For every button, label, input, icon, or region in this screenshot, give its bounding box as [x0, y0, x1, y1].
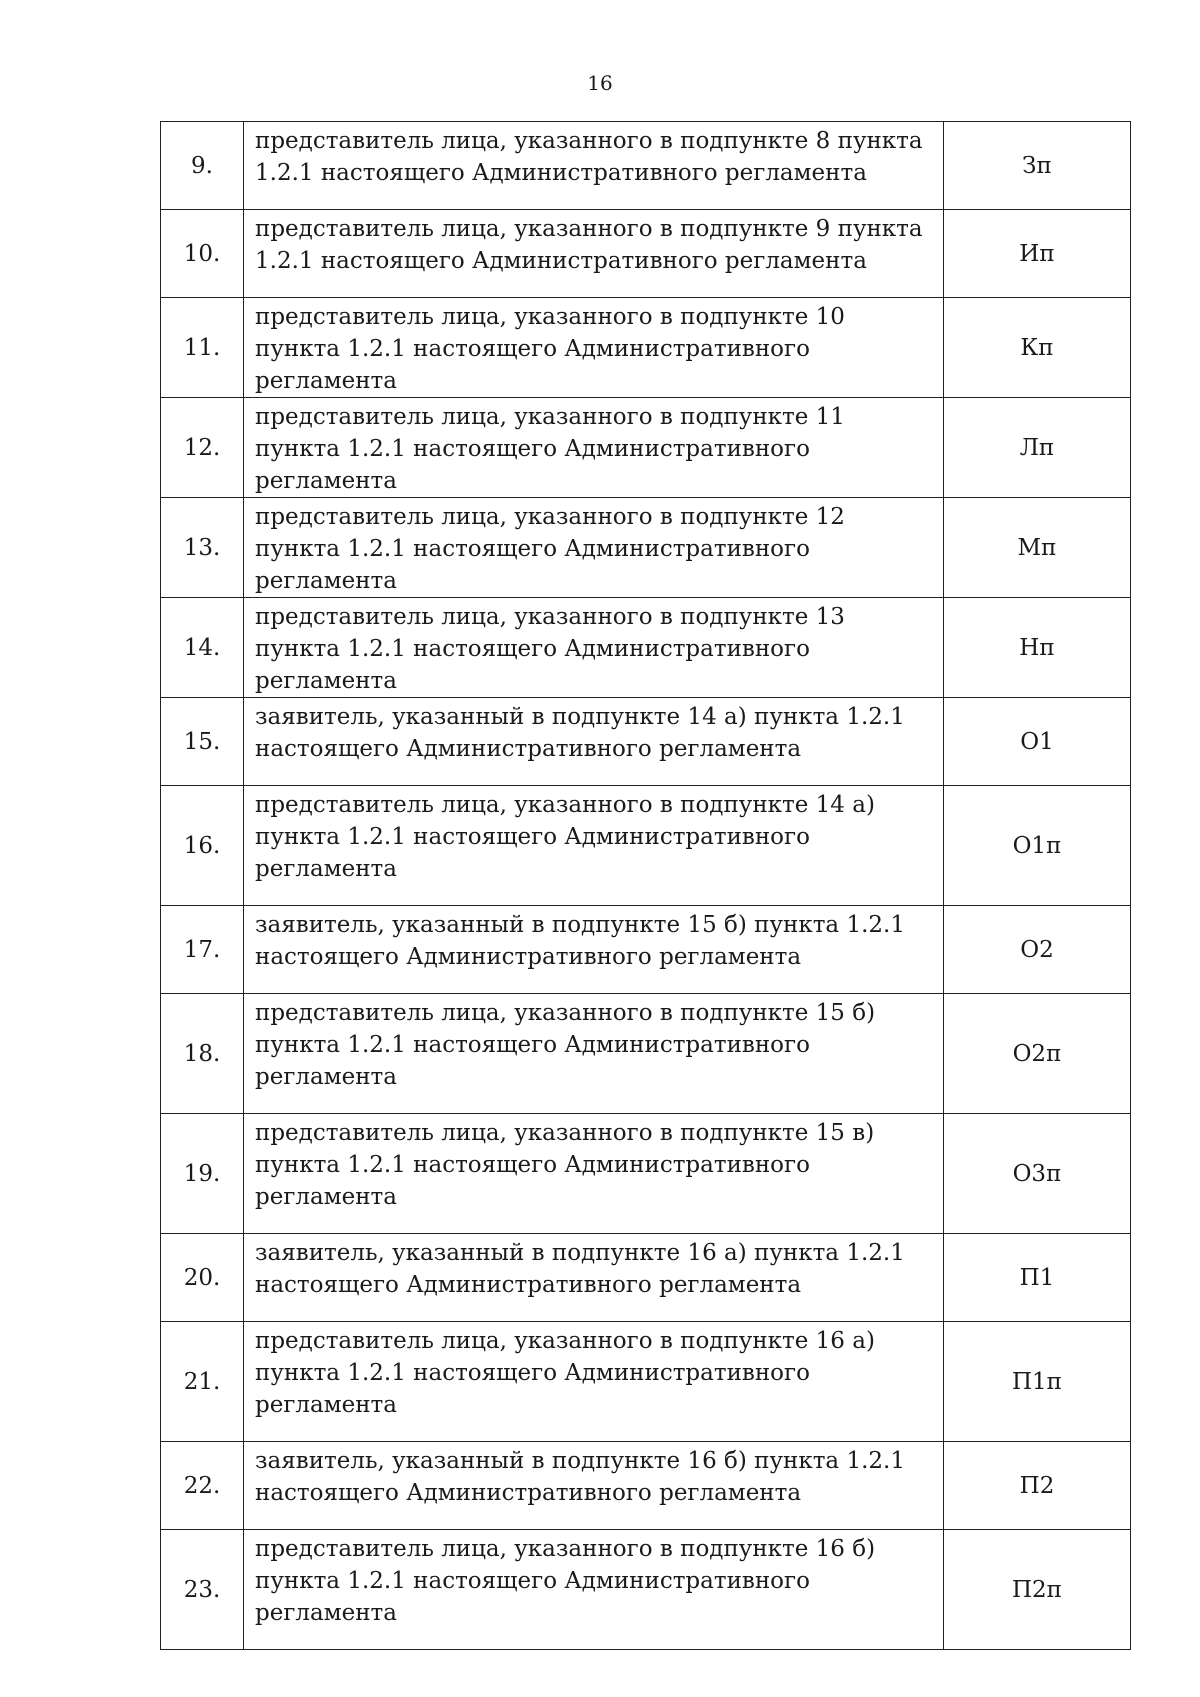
variant-code: Нп: [944, 598, 1131, 698]
row-number: 9.: [161, 122, 244, 210]
row-number: 11.: [161, 298, 244, 398]
applicant-description: представитель лица, указанного в подпункте 10 пункта 1.2.1 настоящего Административного регламента: [244, 298, 944, 398]
variant-code: О3п: [944, 1114, 1131, 1234]
table-row: [161, 1322, 1131, 1442]
applicant-description: заявитель, указанный в подпункте 16 а) пункта 1.2.1 настоящего Административного регламента: [244, 1234, 944, 1322]
variant-code: П2п: [944, 1530, 1131, 1650]
row-number: 20.: [161, 1234, 244, 1322]
table-row: [161, 498, 1131, 598]
applicant-description: представитель лица, указанного в подпункте 12 пункта 1.2.1 настоящего Административного регламента: [244, 498, 944, 598]
applicant-description: представитель лица, указанного в подпункте 14 а) пункта 1.2.1 настоящего Административного регламента: [244, 786, 944, 906]
applicant-description: представитель лица, указанного в подпункте 16 а) пункта 1.2.1 настоящего Административного регламента: [244, 1322, 944, 1442]
table-row: [161, 994, 1131, 1114]
table-row: [161, 122, 1131, 210]
row-number: 21.: [161, 1322, 244, 1442]
applicant-description: представитель лица, указанного в подпункте 8 пункта 1.2.1 настоящего Административного регламента: [244, 122, 944, 210]
table-row: [161, 1530, 1131, 1650]
table-row: [161, 210, 1131, 298]
variant-code: П1п: [944, 1322, 1131, 1442]
variant-code: О2: [944, 906, 1131, 994]
table-row: [161, 786, 1131, 906]
row-number: 17.: [161, 906, 244, 994]
row-number: 22.: [161, 1442, 244, 1530]
applicant-description: представитель лица, указанного в подпункте 15 б) пункта 1.2.1 настоящего Административного регламента: [244, 994, 944, 1114]
page-number: 16: [587, 71, 613, 95]
row-number: 16.: [161, 786, 244, 906]
row-number: 23.: [161, 1530, 244, 1650]
row-number: 12.: [161, 398, 244, 498]
row-number: 13.: [161, 498, 244, 598]
row-number: 18.: [161, 994, 244, 1114]
applicant-table: [160, 121, 1131, 1650]
row-number: 14.: [161, 598, 244, 698]
variant-code: Зп: [944, 122, 1131, 210]
row-number: 19.: [161, 1114, 244, 1234]
table-row: [161, 698, 1131, 786]
variant-code: Мп: [944, 498, 1131, 598]
applicant-description: заявитель, указанный в подпункте 16 б) пункта 1.2.1 настоящего Административного регламента: [244, 1442, 944, 1530]
table-row: [161, 1442, 1131, 1530]
table-row: [161, 1114, 1131, 1234]
table-row: [161, 906, 1131, 994]
applicant-description: представитель лица, указанного в подпункте 15 в) пункта 1.2.1 настоящего Административного регламента: [244, 1114, 944, 1234]
variant-code: Лп: [944, 398, 1131, 498]
row-number: 15.: [161, 698, 244, 786]
table-row: [161, 398, 1131, 498]
variant-code: П1: [944, 1234, 1131, 1322]
table-row: [161, 298, 1131, 398]
variant-code: П2: [944, 1442, 1131, 1530]
table-body: [161, 122, 1131, 1650]
applicant-description: представитель лица, указанного в подпункте 9 пункта 1.2.1 настоящего Административного регламента: [244, 210, 944, 298]
applicant-description: заявитель, указанный в подпункте 14 а) пункта 1.2.1 настоящего Административного регламента: [244, 698, 944, 786]
row-number: 10.: [161, 210, 244, 298]
variant-code: Ип: [944, 210, 1131, 298]
variant-code: О1: [944, 698, 1131, 786]
applicant-description: представитель лица, указанного в подпункте 13 пункта 1.2.1 настоящего Административного регламента: [244, 598, 944, 698]
applicant-description: заявитель, указанный в подпункте 15 б) пункта 1.2.1 настоящего Административного регламента: [244, 906, 944, 994]
table-row: [161, 598, 1131, 698]
variant-code: Кп: [944, 298, 1131, 398]
variant-code: О2п: [944, 994, 1131, 1114]
table-row: [161, 1234, 1131, 1322]
applicant-description: представитель лица, указанного в подпункте 11 пункта 1.2.1 настоящего Административного регламента: [244, 398, 944, 498]
variant-code: О1п: [944, 786, 1131, 906]
applicant-description: представитель лица, указанного в подпункте 16 б) пункта 1.2.1 настоящего Административного регламента: [244, 1530, 944, 1650]
